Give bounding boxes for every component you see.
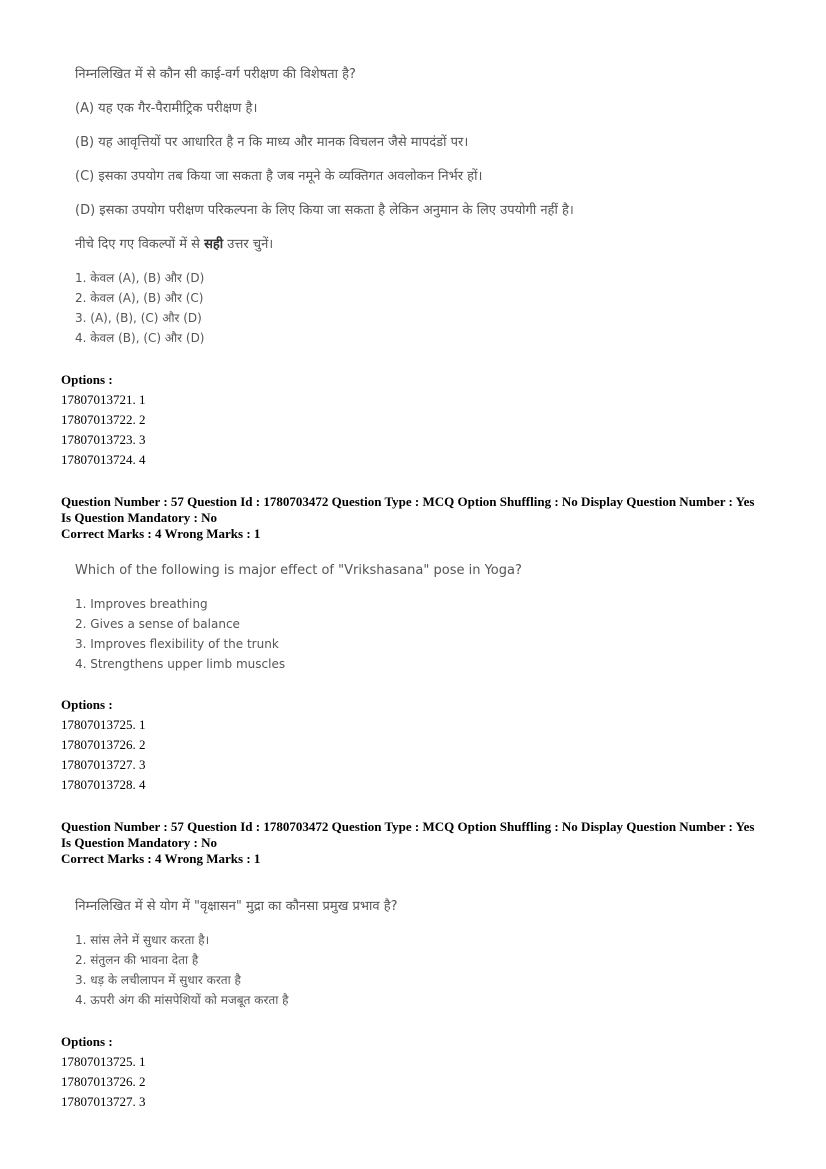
question-3-stem: निम्नलिखित में से योग में "वृक्षासन" मुद्रा का कौनसा प्रमुख प्रभाव है?	[75, 899, 398, 914]
question-2-choices	[75, 594, 285, 674]
question-1-instruction: नीचे दिए गए विकल्पों में से सही उत्तर चुनें।	[75, 237, 274, 252]
question-marks: Correct Marks : 4 Wrong Marks : 1	[61, 851, 261, 866]
question-1-options	[61, 370, 146, 470]
question-1-image	[75, 66, 356, 84]
question-3-meta	[61, 819, 754, 867]
question-3-image	[75, 898, 398, 916]
choice-item: 3. Improves flexibility of the trunk	[75, 637, 279, 651]
choice-item: 1. Improves breathing	[75, 597, 208, 611]
choice-item: 2. Gives a sense of balance	[75, 617, 240, 631]
question-1-statement-d: (D) इसका उपयोग परीक्षण परिकल्पना के लिए किया जा सकता है लेकिन अनुमान के लिए उपयोगी नहीं है।	[75, 203, 574, 218]
option-id: 17807013721. 1	[61, 392, 146, 407]
option-id: 17807013722. 2	[61, 412, 146, 427]
question-3-options	[61, 1032, 146, 1112]
option-id: 17807013727. 3	[61, 1094, 146, 1109]
choice-item: 2. केवल (A), (B) और (C)	[75, 291, 204, 305]
question-1-statement-a: (A) यह एक गैर-पैरामीट्रिक परीक्षण है।	[75, 101, 258, 116]
choice-item: 4. Strengthens upper limb muscles	[75, 657, 286, 671]
choice-item: 4. ऊपरी अंग की मांसपेशियों को मजबूत करता है	[75, 993, 289, 1007]
options-label: Options :	[61, 372, 113, 387]
question-1-statement-c: (C) इसका उपयोग तब किया जा सकता है जब नमूने के व्यक्तिगत अवलोकन निर्भर हों।	[75, 169, 483, 184]
choice-item: 2. संतुलन की भावना देता है	[75, 953, 199, 967]
choice-item: 4. केवल (B), (C) और (D)	[75, 331, 205, 345]
question-2-meta	[61, 494, 754, 542]
option-id: 17807013726. 2	[61, 737, 146, 752]
question-mandatory: Is Question Mandatory : No	[61, 510, 218, 525]
options-label: Options :	[61, 1034, 113, 1049]
option-id: 17807013724. 4	[61, 452, 146, 467]
option-id: 17807013725. 1	[61, 1054, 146, 1069]
choice-item: 1. सांस लेने में सुधार करता है।	[75, 933, 210, 947]
option-id: 17807013728. 4	[61, 777, 146, 792]
question-meta-line: Question Number : 57 Question Id : 1780703472 Question Type : MCQ Option Shuffling : No Display Question Number : Yes	[61, 494, 755, 509]
question-2-options	[61, 695, 146, 795]
question-mandatory: Is Question Mandatory : No	[61, 835, 218, 850]
question-2-image	[75, 562, 522, 580]
choice-item: 3. धड़ के लचीलापन में सुधार करता है	[75, 973, 241, 987]
option-id: 17807013727. 3	[61, 757, 146, 772]
option-id: 17807013723. 3	[61, 432, 146, 447]
question-1-choices	[75, 268, 205, 348]
choice-item: 3. (A), (B), (C) और (D)	[75, 311, 202, 325]
option-id: 17807013725. 1	[61, 717, 146, 732]
question-3-choices	[75, 930, 289, 1010]
option-id: 17807013726. 2	[61, 1074, 146, 1089]
options-label: Options :	[61, 697, 113, 712]
question-1-statement-b: (B) यह आवृत्तियों पर आधारित है न कि माध्य और मानक विचलन जैसे मापदंडों पर।	[75, 135, 469, 150]
question-meta-line: Question Number : 57 Question Id : 1780703472 Question Type : MCQ Option Shuffling : No Display Question Number : Yes	[61, 819, 755, 834]
question-1-stem: निम्नलिखित में से कौन सी काई-वर्ग परीक्षण की विशेषता है?	[75, 67, 356, 82]
question-2-stem: Which of the following is major effect of "Vrikshasana" pose in Yoga?	[75, 563, 522, 578]
question-marks: Correct Marks : 4 Wrong Marks : 1	[61, 526, 261, 541]
choice-item: 1. केवल (A), (B) और (D)	[75, 271, 205, 285]
